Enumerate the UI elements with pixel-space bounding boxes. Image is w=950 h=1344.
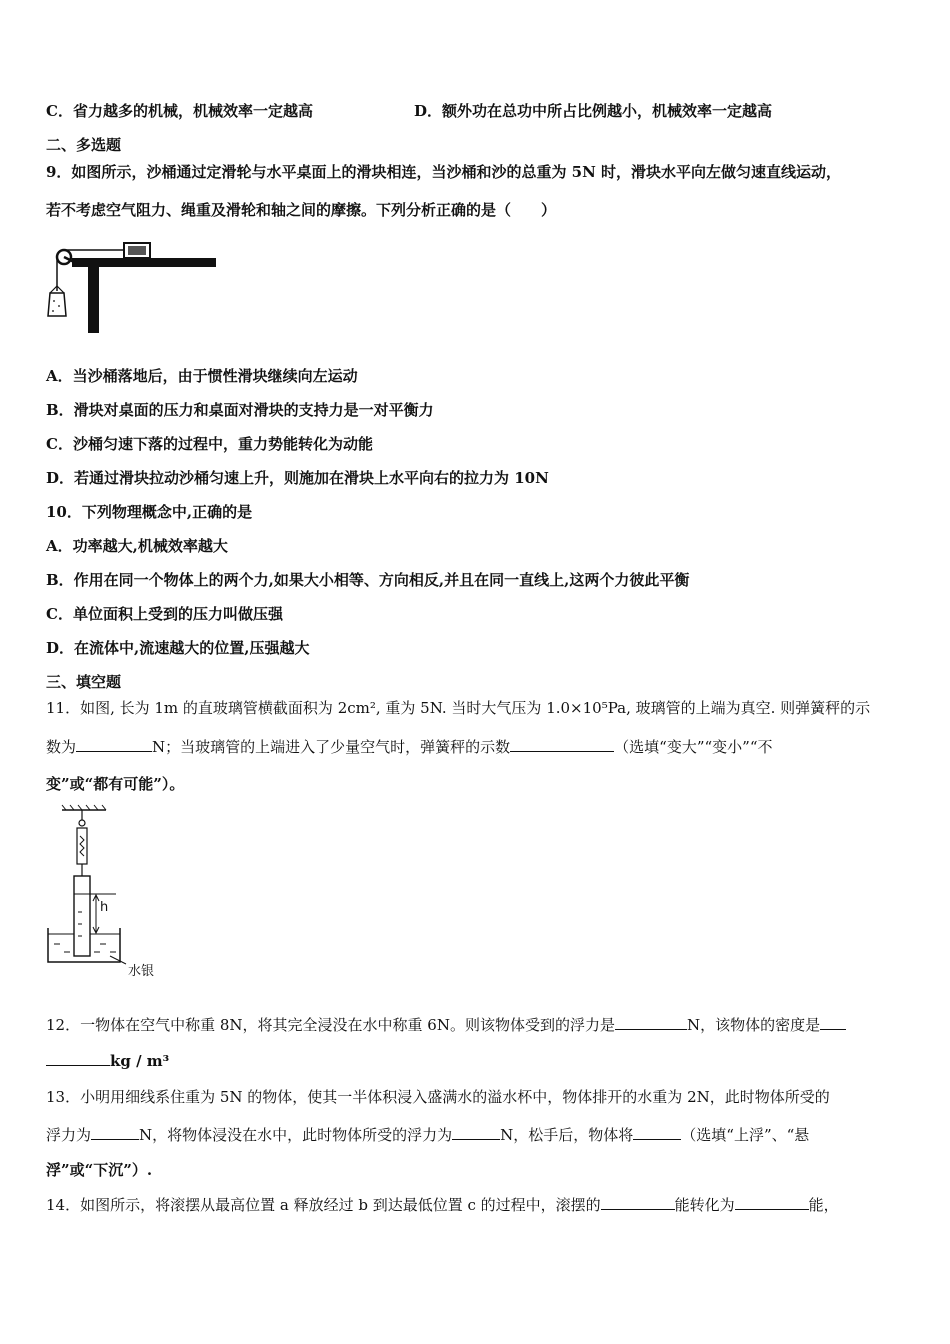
- q11-text-c: （选填“变大”“变小”“不: [614, 738, 773, 756]
- q12-text-b: N，该物体的密度是: [686, 1016, 821, 1034]
- q12-text-a: 12．一物体在空气中称重 8N，将其完全浸没在水中称重 6N。则该物体受到的浮力是: [46, 1016, 615, 1034]
- q14-text-c: 能，: [808, 1196, 839, 1214]
- slider-block-shading: [128, 246, 146, 255]
- q13-blank-2[interactable]: [452, 1124, 500, 1140]
- q11-blank-2[interactable]: [510, 736, 614, 752]
- table-top: [72, 258, 216, 267]
- q12-blank-2-end[interactable]: [46, 1050, 110, 1066]
- q9-option-c: C．沙桶匀速下落的过程中，重力势能转化为动能: [46, 435, 373, 453]
- q9-stem-line1: 9．如图所示，沙桶通过定滑轮与水平桌面上的滑块相连，当沙桶和沙的总重为 5N 时，滑块水平向左做匀速直线运动，: [46, 163, 842, 181]
- q13-text-d: （选填“上浮”、“悬: [681, 1126, 810, 1144]
- q11-tube-figure: [44, 804, 224, 980]
- q9-pulley-figure: [44, 236, 220, 338]
- q11-text-a: 数为: [46, 738, 77, 756]
- q12-unit: kg / m³: [110, 1052, 170, 1070]
- q10-option-c: C．单位面积上受到的压力叫做压强: [46, 605, 283, 623]
- q10-option-b: B．作用在同一个物体上的两个力,如果大小相等、方向相反,并且在同一直线上,这两个力彼此平衡: [46, 571, 690, 589]
- q10-stem: 10．下列物理概念中,正确的是: [46, 503, 253, 521]
- glass-tube: [74, 876, 90, 956]
- q14-line1: [46, 1194, 839, 1215]
- q13-line1: 13．小明用细线系住重为 5N 的物体，使其一半体积浸入盛满水的溢水杯中，物体排开的水重为 2N，此时物体所受的: [46, 1088, 830, 1106]
- q9-stem-line2: 若不考虑空气阻力、绳重及滑轮和轴之间的摩擦。下列分析正确的是（ ）: [46, 201, 557, 219]
- q11-text-b: N；当玻璃管的上端进入了少量空气时，弹簧秤的示数: [152, 738, 511, 756]
- tube-height-label: h: [100, 900, 109, 915]
- q12-blank-1[interactable]: [615, 1014, 687, 1030]
- q14-blank-2[interactable]: [735, 1194, 809, 1210]
- q10-option-d: D．在流体中,流速越大的位置,压强越大: [46, 639, 310, 657]
- q14-text-b: 能转化为: [674, 1196, 735, 1214]
- q14-blank-1[interactable]: [601, 1194, 675, 1210]
- mercury-label: 水银: [128, 964, 155, 979]
- q10-option-a: A．功率越大,机械效率越大: [46, 537, 228, 555]
- q11-line1: 11．如图, 长为 1m 的直玻璃管横截面积为 2cm², 重为 5N. 当时大气压为 1.0×10⁵Pa, 玻璃管的上端为真空. 则弹簧秤的示: [46, 699, 871, 717]
- q13-line3: 浮”或“下沉”）.: [46, 1161, 153, 1179]
- q11-blank-1[interactable]: [76, 736, 152, 752]
- q12-line1: [46, 1014, 846, 1035]
- q13-blank-1[interactable]: [91, 1124, 139, 1140]
- section-fill-blank-title: 三、填空题: [46, 673, 122, 691]
- q13-text-a: 浮力为: [46, 1126, 92, 1144]
- q13-blank-3[interactable]: [633, 1124, 681, 1140]
- q13-text-c: N，松手后，物体将: [500, 1126, 634, 1144]
- q9-option-b: B．滑块对桌面的压力和桌面对滑块的支持力是一对平衡力: [46, 401, 434, 419]
- q12-line2: [46, 1050, 169, 1071]
- q13-text-b: N，将物体浸没在水中，此时物体所受的浮力为: [139, 1126, 453, 1144]
- table-leg: [88, 267, 99, 333]
- q14-text-a: 14．如图所示，将滚摆从最高位置 a 释放经过 b 到达最低位置 c 的过程中，滚摆的: [46, 1196, 601, 1214]
- section-multiple-choice-title: 二、多选题: [46, 136, 122, 154]
- q8-option-c: C．省力越多的机械，机械效率一定越高: [46, 102, 313, 120]
- q13-line2: [46, 1124, 809, 1145]
- q8-option-d: D．额外功在总功中所占比例越小，机械效率一定越高: [414, 102, 773, 120]
- q11-line2: [46, 736, 773, 757]
- sand-bucket: [48, 293, 66, 316]
- q12-blank-2-start[interactable]: [820, 1014, 846, 1030]
- q11-line3: 变”或“都有可能”）。: [46, 775, 185, 793]
- q9-option-a: A．当沙桶落地后，由于惯性滑块继续向左运动: [46, 367, 358, 385]
- q9-option-d: D．若通过滑块拉动沙桶匀速上升，则施加在滑块上水平向右的拉力为 10N: [46, 469, 549, 487]
- q11-tube-drawing: [44, 804, 224, 980]
